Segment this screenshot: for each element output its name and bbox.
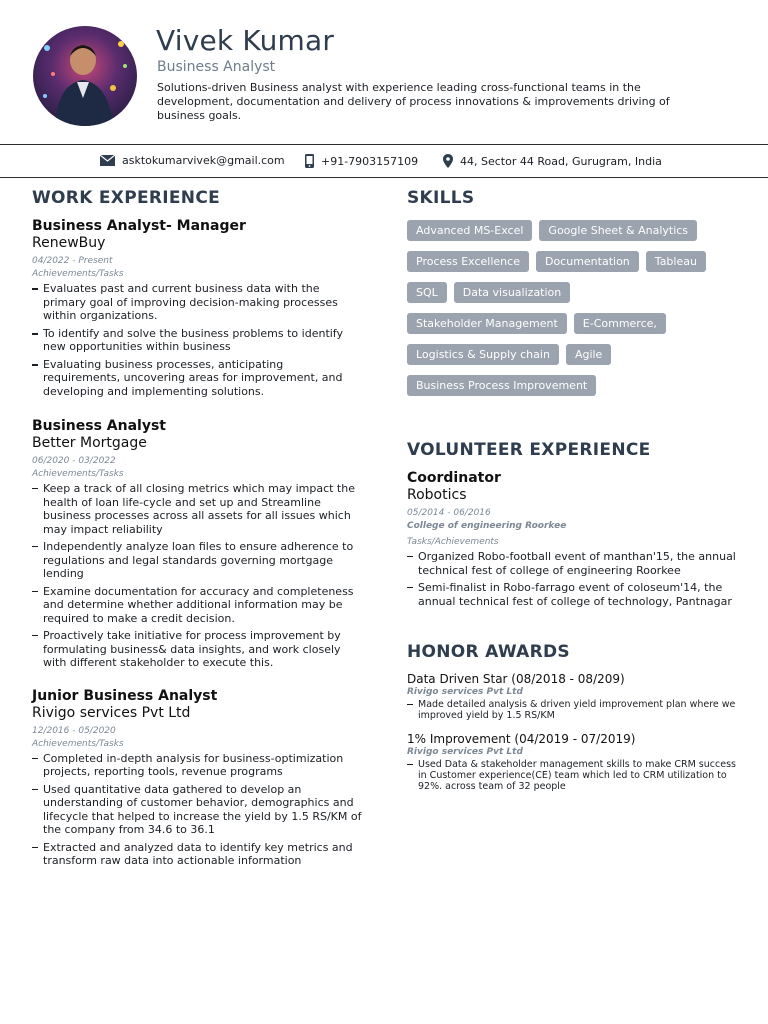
skills-list (407, 220, 737, 396)
job-entry (32, 218, 362, 398)
contact-bar (0, 144, 768, 178)
skill-tag: Data visualization (454, 282, 570, 303)
skill-tag: Logistics & Supply chain (407, 344, 559, 365)
phone-text: +91-7903157109 (321, 154, 419, 168)
job-bullet: Keep a track of all closing metrics which may impact the health of loan life-cycle and set up and Streamline business processes across all assets for all issues which may impact reliability (32, 482, 362, 536)
skill-tag: SQL (407, 282, 447, 303)
award-bullet: Used Data & stakeholder management skills to make CRM success in Customer experience(CE) team which led to CRM utilization to 92%. across team of 32 people (407, 759, 737, 792)
candidate-role: Business Analyst (157, 59, 276, 75)
volunteer-org: Robotics (407, 487, 467, 503)
volunteer-role: Coordinator (407, 470, 501, 486)
email-icon (100, 155, 115, 166)
skill-tag: Agile (566, 344, 611, 365)
award-org: Rivigo services Pvt Ltd (407, 747, 523, 757)
job-bullets (32, 282, 362, 398)
skill-tag: E-Commerce, (574, 313, 666, 334)
address-text: 44, Sector 44 Road, Gurugram, India (460, 154, 662, 168)
contact-address (443, 154, 662, 168)
job-title: Business Analyst- Manager (32, 218, 246, 234)
volunteer-subheading: Tasks/Achievements (407, 537, 499, 547)
award-bullet: Made detailed analysis & driven yield improvement plan where we improved yield by 1.5 RS/KM (407, 699, 737, 721)
profile-summary: Solutions-driven Business analyst with experience leading cross-functional teams in the development, documentation and delivery of process innovations & improvements driving of business goals. (157, 81, 670, 122)
award-org: Rivigo services Pvt Ltd (407, 687, 523, 697)
job-bullets (32, 752, 362, 868)
job-entry (32, 418, 362, 670)
work-experience-heading: WORK EXPERIENCE (32, 188, 221, 208)
right-column (407, 188, 737, 795)
job-bullet: Completed in-depth analysis for business-optimization projects, reporting tools, revenue programs (32, 752, 362, 779)
award-entry (407, 731, 737, 792)
job-company: Better Mortgage (32, 435, 147, 451)
volunteer-bullets (407, 550, 737, 608)
contact-phone[interactable] (305, 154, 418, 168)
skill-tag: Documentation (536, 251, 639, 272)
work-experience-section (32, 188, 362, 872)
candidate-name: Vivek Kumar (156, 24, 335, 57)
job-dates: 04/2022 - Present (32, 256, 113, 266)
awards-section (407, 642, 737, 792)
volunteer-institution: College of engineering Roorkee (407, 521, 567, 531)
job-subheading: Achievements/Tasks (32, 469, 124, 479)
job-bullet: Extracted and analyzed data to identify key metrics and transform raw data into actionable information (32, 841, 362, 868)
award-title: Data Driven Star (08/2018 - 08/209) (407, 672, 625, 686)
job-bullet: Independently analyze loan files to ensure adherence to regulations and legal standards governing mortgage lending (32, 540, 362, 581)
job-bullets (32, 482, 362, 670)
volunteer-bullet: Semi-finalist in Robo-farrago event of coloseum'14, the annual technical fest of college of technology, Pantnagar (407, 581, 737, 608)
award-title: 1% Improvement (04/2019 - 07/2019) (407, 732, 636, 746)
job-company: Rivigo services Pvt Ltd (32, 704, 191, 721)
skill-tag: Business Process Improvement (407, 375, 596, 396)
job-subheading: Achievements/Tasks (32, 738, 124, 749)
job-bullet: To identify and solve the business problems to identify new opportunities within business (32, 327, 362, 354)
volunteer-dates: 05/2014 - 06/2016 (407, 508, 491, 518)
job-entry (32, 688, 362, 868)
awards-heading: HONOR AWARDS (407, 642, 570, 662)
job-subheading: Achievements/Tasks (32, 269, 124, 279)
award-bullets (407, 759, 737, 792)
volunteer-bullet: Organized Robo-football event of manthan'15, the annual technical fest of college of engineering Roorkee (407, 550, 737, 577)
contact-email[interactable] (100, 154, 285, 167)
job-bullet: Examine documentation for accuracy and completeness and determine whether additional information may be required to make a credit decision. (32, 585, 362, 626)
skill-tag: Process Excellence (407, 251, 529, 272)
job-bullet: Used quantitative data gathered to develop an understanding of customer behavior, demographics and lifecycle that helped to increase the yield by 1.5 RS/KM of the company from 34.6 to 36.1 (32, 783, 362, 837)
award-bullets (407, 699, 737, 721)
job-title: Business Analyst (32, 418, 166, 434)
job-dates: 06/2020 - 03/2022 (32, 456, 116, 466)
job-bullet: Proactively take initiative for process improvement by formulating business& data insights, and work closely with different stakeholder to execute this. (32, 629, 362, 670)
skills-heading: SKILLS (407, 188, 475, 208)
skill-tag: Stakeholder Management (407, 313, 567, 334)
skill-tag: Google Sheet & Analytics (539, 220, 697, 241)
job-company: RenewBuy (32, 235, 106, 251)
location-pin-icon (443, 154, 453, 168)
skill-tag: Advanced MS-Excel (407, 220, 532, 241)
job-bullet: Evaluates past and current business data with the primary goal of improving decision-making processes within organizations. (32, 282, 362, 323)
skill-tag: Tableau (646, 251, 706, 272)
award-entry (407, 671, 737, 721)
volunteer-section (407, 440, 737, 608)
profile-photo (33, 26, 137, 126)
job-bullet: Evaluating business processes, anticipating requirements, uncovering areas for improvement, and developing and implementing solutions. (32, 358, 362, 399)
email-text: asktokumarvivek@gmail.com (122, 154, 285, 167)
phone-icon (305, 154, 314, 168)
volunteer-heading: VOLUNTEER EXPERIENCE (407, 440, 651, 460)
job-dates: 12/2016 - 05/2020 (32, 725, 116, 736)
job-title: Junior Business Analyst (32, 687, 218, 704)
